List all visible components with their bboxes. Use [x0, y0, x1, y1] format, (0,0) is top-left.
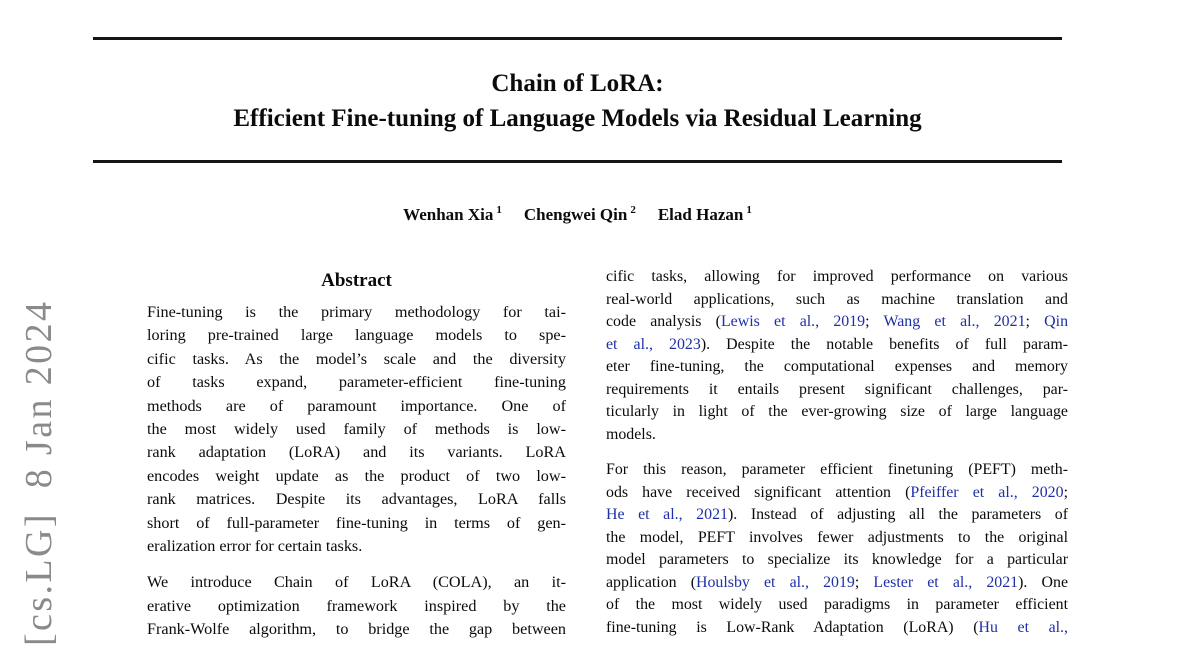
title-rule-bottom — [93, 160, 1062, 163]
abstract-paragraph-2 — [147, 571, 566, 641]
intro-paragraph-2 — [606, 459, 1068, 639]
text-segment: models. — [606, 425, 656, 443]
text-line — [147, 571, 566, 594]
paper-title — [93, 69, 1062, 134]
text-segment: ). One — [1018, 573, 1068, 591]
citation-link[interactable]: Lester et al., 2021 — [873, 573, 1019, 591]
text-segment: cific tasks, allowing for improved performance on various — [606, 268, 1068, 285]
citation-link[interactable]: Wang et al., 2021 — [883, 313, 1026, 330]
text-segment: short of full-parameter fine-tuning in terms of gen- — [147, 513, 566, 532]
text-segment: Fine-tuning is the primary methodology for tai- — [147, 303, 566, 321]
text-segment: ; — [865, 313, 884, 330]
citation-link[interactable]: Hu et al., — [978, 618, 1068, 636]
text-segment: code analysis ( — [606, 313, 721, 330]
author-name: Chengwei Qin $^2$ — [523, 204, 636, 224]
text-segment: the most widely used family of methods is low- — [147, 420, 566, 439]
text-line — [606, 617, 1068, 640]
text-line — [147, 348, 566, 371]
author-name: Elad Hazan $^1$ — [657, 204, 752, 224]
text-line — [147, 324, 566, 347]
text-line — [606, 289, 1068, 312]
text-line — [147, 535, 566, 558]
paper-title-line1: Chain of LoRA: — [491, 70, 664, 97]
text-line — [147, 488, 566, 511]
text-segment: of the most widely used paradigms in parameter efficient — [606, 596, 1068, 613]
citation-link[interactable]: Pfeiffer et al., 2020 — [910, 483, 1064, 501]
author-affiliation-sup: 2 — [630, 204, 636, 216]
text-segment: erative optimization framework inspired by the — [147, 596, 566, 615]
author-name: Wenhan Xia $^1$ — [403, 204, 502, 224]
title-rule-top — [93, 37, 1062, 40]
citation-link[interactable]: Lewis et al., 2019 — [720, 313, 866, 330]
text-segment: ticularly in light of the ever-growing size of large language — [606, 403, 1068, 420]
text-line — [606, 379, 1068, 402]
text-line — [147, 595, 566, 618]
text-segment: encodes weight update as the product of two low- — [147, 466, 566, 485]
text-segment: rank matrices. Despite its advantages, LoRA falls — [147, 490, 566, 509]
text-line — [606, 311, 1068, 334]
text-segment: the model, PEFT involves fewer adjustments to the original — [606, 528, 1068, 546]
text-line — [147, 371, 566, 394]
text-line — [147, 512, 566, 535]
text-line — [606, 459, 1068, 482]
author-affiliation-sup: 1 — [746, 204, 752, 216]
text-line — [606, 572, 1068, 595]
citation-link[interactable]: et al., 2023 — [606, 335, 701, 353]
text-line — [147, 441, 566, 464]
author-list — [93, 204, 1062, 225]
text-segment: real-world applications, such as machine translation and — [606, 290, 1068, 308]
text-line — [606, 356, 1068, 379]
text-line — [147, 465, 566, 488]
arxiv-watermark: [cs.LG] 8 Jan 2024 — [18, 299, 60, 646]
text-line — [606, 504, 1068, 527]
text-line — [147, 618, 566, 641]
abstract-heading: Abstract — [321, 270, 392, 291]
text-line — [606, 401, 1068, 424]
text-segment: methods are of paramount importance. One of — [147, 396, 566, 415]
text-line — [606, 482, 1068, 505]
text-line — [606, 527, 1068, 550]
text-line — [606, 594, 1068, 617]
text-segment: ; — [854, 573, 874, 591]
text-segment: ; — [1063, 483, 1068, 501]
text-segment: ; — [1025, 313, 1045, 330]
abstract-paragraph-1 — [147, 301, 566, 558]
abstract-section — [147, 268, 566, 642]
text-segment: fine-tuning is Low-Rank Adaptation (LoRA) ( — [606, 618, 979, 636]
text-line — [606, 549, 1068, 572]
text-line — [606, 424, 1068, 447]
text-line — [147, 395, 566, 418]
text-line — [147, 301, 566, 324]
paper-title-line2: Efficient Fine-tuning of Language Models via Residual Learning — [233, 105, 922, 132]
text-segment: We introduce Chain of LoRA (COLA), an it- — [147, 573, 566, 592]
text-segment: loring pre-trained large language models to spe- — [147, 326, 566, 345]
text-segment: application ( — [606, 573, 697, 591]
citation-link[interactable]: He et al., 2021 — [606, 506, 728, 523]
text-segment: ). Instead of adjusting all the parameters of — [727, 506, 1068, 523]
author-affiliation-sup: 1 — [496, 204, 502, 216]
text-segment: cific tasks. As the model’s scale and the diversity — [147, 349, 566, 368]
text-line — [606, 266, 1068, 289]
text-segment: rank adaptation (LoRA) and its variants. LoRA — [147, 443, 566, 462]
text-segment: For this reason, parameter efficient finetuning (PEFT) meth- — [606, 461, 1068, 478]
text-segment: ods have received significant attention ( — [606, 483, 911, 501]
text-segment: model parameters to specialize its knowledge for a particular — [606, 551, 1068, 568]
introduction-column — [606, 266, 1068, 639]
text-segment: eralization error for certain tasks. — [147, 537, 363, 556]
text-segment: ). Despite the notable benefits of full param- — [700, 335, 1068, 353]
citation-link[interactable]: Houlsby et al., 2019 — [696, 573, 855, 591]
abstract-body — [147, 301, 566, 642]
text-line — [606, 334, 1068, 357]
text-line — [147, 418, 566, 441]
citation-link[interactable]: Qin — [1044, 313, 1069, 330]
intro-paragraph-1 — [606, 266, 1068, 446]
text-segment: Frank-Wolfe algorithm, to bridge the gap between — [147, 620, 566, 639]
text-segment: of tasks expand, parameter-efficient fine-tuning — [147, 373, 566, 392]
text-segment: requirements it entails present significant challenges, par- — [606, 380, 1068, 398]
text-segment: eter fine-tuning, the computational expenses and memory — [606, 358, 1068, 375]
